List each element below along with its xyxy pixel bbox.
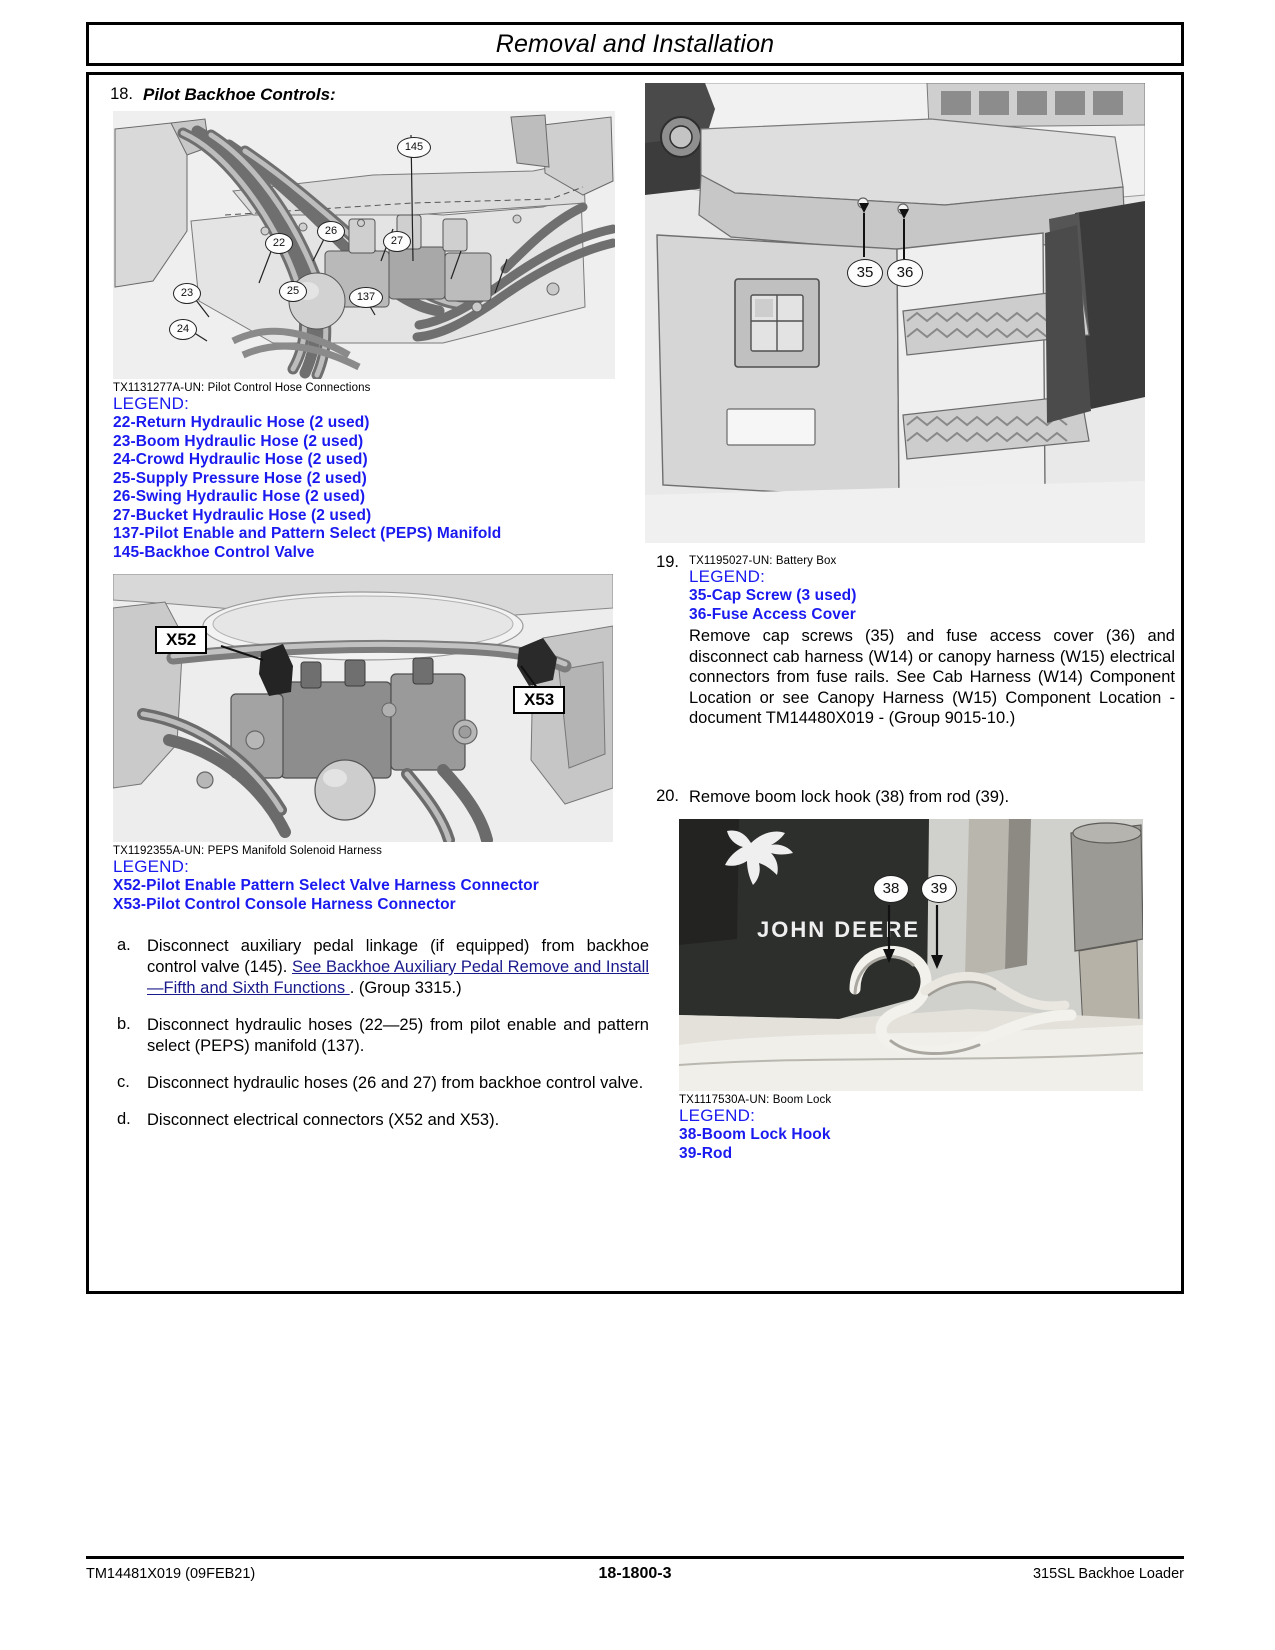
page-content [89,75,1187,1297]
substep-a-text-before: Disconnect auxiliary pedal linkage (if equipped) from backhoe control valve (145). [147,937,649,976]
page-header [86,22,1184,66]
substep-a [103,936,649,999]
step-19-number: 19. [656,553,679,571]
substep-c-label: c. [117,1073,130,1091]
svg-text:JOHN DEERE: JOHN DEERE [757,917,921,942]
page-title: Removal and Installation [495,29,775,58]
figure4-legend-list [679,1126,1175,1163]
step-19-text: Remove cap screws (35) and fuse access cover (36) and disconnect cab harness (W14) or canopy harness (W15) electrical connectors from fuse rails. See Cab Harness (W14) Component Location or see Canopy Harness (W15) Component Location - document TM14480X019 - (Group 9015-10.) [689,627,1175,727]
legend-item: 27-Bucket Hydraulic Hose (2 used) [113,506,372,524]
figure-boom-lock [679,819,1143,1091]
substep-d [103,1110,649,1131]
substep-list [103,936,649,1131]
legend-item: 145-Backhoe Control Valve [113,543,315,561]
callout-27: 27 [383,231,411,252]
callout-38: 38 [873,875,909,903]
legend-item: 26-Swing Hydraulic Hose (2 used) [113,488,366,505]
step-18-number: 18. [110,85,133,103]
legend-item: 22-Return Hydraulic Hose (2 used) [113,414,370,431]
step-20-text: Remove boom lock hook (38) from rod (39). [689,787,1010,806]
figure-battery-box [645,83,1145,543]
cross-reference-link[interactable]: See Backhoe Auxiliary Pedal Remove and Install—Fifth and Sixth Functions [147,958,649,997]
legend-item: 39-Rod [679,1144,733,1162]
callout-26: 26 [317,221,345,242]
substep-c [103,1073,649,1094]
arrow-35 [859,203,869,213]
label-x53: X53 [513,686,565,714]
substep-b-label: b. [117,1015,131,1033]
right-column [645,83,1175,1163]
substep-b [103,1015,649,1057]
page-content-frame [86,72,1184,1294]
leader-35 [863,213,865,257]
substep-a-text [147,936,649,999]
figure1-legend-heading: LEGEND: [113,394,190,413]
legend-item: X52-Pilot Enable Pattern Select Valve Harness Connector [113,877,539,894]
legend-item: 25-Supply Pressure Hose (2 used) [113,469,367,487]
legend-item: 23-Boom Hydraulic Hose (2 used) [113,432,364,450]
left-column [103,85,649,1147]
callout-35: 35 [847,259,883,287]
footer-divider [86,1556,1184,1559]
substep-d-text: Disconnect electrical connectors (X52 and X53). [147,1111,500,1129]
figure4-caption: TX1117530A-UN: Boom Lock [679,1094,832,1106]
figure2-legend-heading: LEGEND: [113,857,190,876]
figure-pilot-control-hose-connections [113,111,615,379]
substep-a-label: a. [117,936,131,954]
substep-d-label: d. [117,1110,131,1128]
battery-box-illustration [645,83,1145,543]
figure3-legend-list [689,587,1175,624]
step-18 [103,85,649,105]
step-20-number: 20. [656,786,679,805]
figure2-legend-list [113,877,649,914]
footer-document-number: TM14481X019 (09FEB21) [86,1566,256,1582]
step-20 [645,787,1175,808]
footer-machine-model: 315SL Backhoe Loader [1032,1566,1185,1582]
page-footer [86,1565,1184,1583]
legend-item: 137-Pilot Enable and Pattern Select (PEPS) Manifold [113,525,502,542]
callout-25: 25 [279,281,307,302]
callout-137: 137 [349,287,383,308]
legend-item: 38-Boom Lock Hook [679,1126,831,1143]
arrow-36 [899,209,909,219]
boom-lock-illustration [679,819,1143,1091]
callout-24: 24 [169,319,197,340]
figure3-legend-heading: LEGEND: [689,567,766,586]
callout-39: 39 [921,875,957,903]
substep-c-text: Disconnect hydraulic hoses (26 and 27) from backhoe control valve. [147,1074,644,1092]
figure2-caption: TX1192355A-UN: PEPS Manifold Solenoid Harness [113,845,382,857]
figure4-legend-heading: LEGEND: [679,1106,756,1125]
step-18-title: Pilot Backhoe Controls: [143,85,336,104]
callout-23: 23 [173,283,201,304]
legend-item: X53-Pilot Control Console Harness Connector [113,895,456,913]
figure1-legend-list [113,414,649,562]
substep-b-text: Disconnect hydraulic hoses (22—25) from pilot enable and pattern select (PEPS) manifold (137). [147,1016,649,1055]
callout-22: 22 [265,233,293,254]
leader-36 [903,219,905,259]
legend-item: 24-Crowd Hydraulic Hose (2 used) [113,451,368,468]
legend-item: 36-Fuse Access Cover [689,605,856,623]
step-19 [645,553,1175,729]
legend-item: 35-Cap Screw (3 used) [689,587,857,604]
footer-page-number: 18-1800-3 [598,1565,672,1582]
substep-a-text-after: . (Group 3315.) [349,979,462,997]
figure3-caption: TX1195027-UN: Battery Box [689,555,837,567]
callout-36: 36 [887,259,923,287]
figure1-caption: TX1131277A-UN: Pilot Control Hose Connections [113,382,371,394]
callout-145: 145 [397,137,431,158]
label-x52: X52 [155,626,207,654]
figure-peps-manifold-solenoid-harness [113,574,613,842]
